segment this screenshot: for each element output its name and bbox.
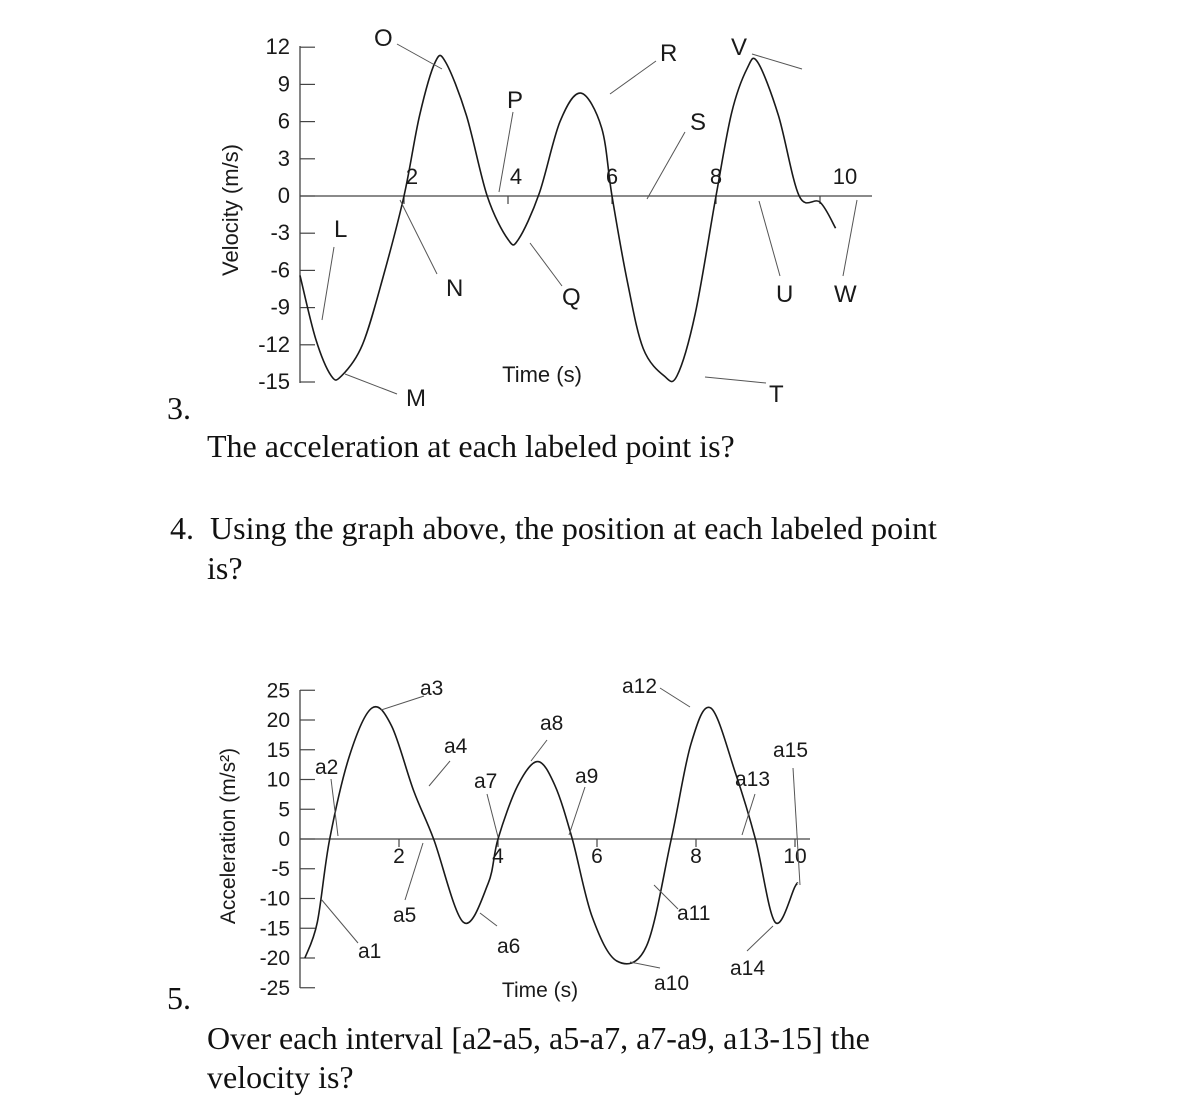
y-tick-label: 3 [277, 145, 290, 171]
question-3-text: The acceleration at each labeled point is? [207, 428, 735, 464]
y-tick-label: 25 [266, 679, 290, 703]
velocity-curve [300, 55, 836, 381]
velocity-chart [0, 0, 1179, 410]
y-tick-label: 10 [266, 768, 290, 792]
question-5-number: 5. [167, 980, 191, 1016]
y-tick-label: -12 [258, 331, 290, 357]
point-label-a14: a14 [730, 957, 766, 980]
acceleration-point-labels [315, 675, 808, 995]
callout-line-W [843, 200, 857, 276]
point-label-W: W [834, 281, 857, 308]
y-tick-label: -3 [270, 220, 290, 246]
point-label-O: O [374, 25, 393, 52]
point-label-L: L [334, 216, 348, 243]
y-tick-label: -15 [259, 917, 290, 941]
x-tick-label: 4 [492, 845, 504, 868]
callout-line-a12 [660, 688, 690, 707]
y-tick-label: -6 [270, 257, 290, 283]
callout-line-a4 [429, 761, 450, 786]
question-3-number: 3. [167, 390, 191, 426]
point-label-a2: a2 [315, 756, 339, 779]
callout-line-N [400, 200, 437, 274]
point-label-a11: a11 [677, 902, 711, 925]
y-tick-label: 12 [265, 34, 290, 60]
y-tick-label: 6 [277, 108, 290, 134]
point-label-T: T [769, 381, 784, 408]
x-tick-label: 6 [591, 845, 603, 868]
callout-line-O [397, 44, 442, 69]
acceleration-y-axis-label: Acceleration (m/s²) [217, 747, 240, 925]
y-tick-label: -15 [258, 369, 290, 394]
velocity-point-labels [334, 25, 857, 410]
point-label-S: S [690, 109, 707, 136]
callout-line-M [345, 374, 397, 394]
point-label-N: N [446, 275, 464, 302]
callout-line-a6 [480, 913, 497, 926]
callout-line-a10 [630, 962, 660, 968]
y-tick-label: 15 [266, 738, 290, 762]
y-tick-label: 5 [278, 798, 290, 822]
point-label-P: P [507, 87, 524, 114]
point-label-U: U [776, 281, 794, 308]
velocity-callout-lines [322, 44, 857, 394]
point-label-M: M [406, 385, 426, 410]
x-tick-label: 10 [832, 164, 858, 189]
y-tick-label: -25 [259, 976, 290, 1000]
point-label-a15: a15 [773, 739, 809, 762]
x-tick-label: 10 [783, 845, 807, 868]
point-label-a8: a8 [540, 712, 564, 735]
x-tick-label: 2 [405, 164, 419, 189]
question-4-text-line2: is? [207, 550, 243, 586]
acceleration-x-axis-label: Time (s) [501, 979, 579, 1002]
callout-line-a8 [531, 740, 547, 761]
point-label-a13: a13 [735, 768, 771, 791]
x-tick-label: 4 [509, 164, 523, 189]
point-label-V: V [731, 34, 748, 61]
callout-line-L [322, 247, 334, 320]
point-label-a1: a1 [358, 940, 382, 963]
callout-line-a14 [747, 926, 773, 951]
point-label-a12: a12 [622, 675, 658, 698]
y-tick-label: -5 [271, 857, 290, 881]
y-tick-label: -10 [259, 887, 290, 911]
y-tick-label: 0 [278, 828, 290, 851]
callout-line-T [705, 377, 766, 383]
x-tick-label: 8 [709, 164, 723, 189]
callout-line-R [610, 61, 656, 94]
callout-line-a1 [321, 899, 358, 943]
callout-line-U [759, 201, 780, 276]
velocity-x-ticks [404, 164, 857, 204]
y-tick-label: -9 [270, 294, 290, 320]
point-label-a3: a3 [420, 677, 444, 700]
x-tick-label: 8 [690, 845, 702, 868]
point-label-R: R [660, 40, 678, 67]
point-label-a5: a5 [393, 904, 417, 927]
acceleration-y-ticks [260, 679, 315, 1000]
x-tick-label: 6 [605, 164, 619, 189]
y-tick-label: -20 [259, 947, 290, 970]
acceleration-chart [0, 660, 1179, 1010]
question-5-text-line2: velocity is? [207, 1059, 354, 1095]
callout-line-Q [530, 243, 562, 286]
y-tick-label: 20 [266, 709, 290, 732]
velocity-y-ticks [258, 34, 315, 394]
callout-line-a9 [569, 787, 585, 835]
question-4-number: 4. [170, 510, 194, 546]
point-label-a6: a6 [497, 935, 521, 958]
acceleration-x-ticks [393, 839, 807, 868]
point-label-Q: Q [562, 284, 581, 311]
y-tick-label: 9 [277, 71, 290, 97]
point-label-a4: a4 [444, 735, 468, 758]
callout-line-S [647, 132, 685, 199]
callout-line-a3 [381, 696, 424, 710]
acceleration-curve [305, 707, 798, 964]
y-tick-label: 0 [277, 183, 290, 208]
question-5-text-line1: Over each interval [a2-a5, a5-a7, a7-a9, a13-15] the [207, 1020, 870, 1056]
x-tick-label: 2 [393, 845, 405, 868]
velocity-x-axis-label: Time (s) [502, 362, 582, 387]
point-label-a7: a7 [474, 770, 498, 793]
callout-line-a5 [405, 843, 423, 900]
point-label-a9: a9 [575, 765, 599, 788]
question-4-text-line1: Using the graph above, the position at each labeled point [210, 510, 937, 546]
callout-line-a7 [487, 794, 498, 837]
point-label-a10: a10 [654, 972, 690, 995]
velocity-y-axis-label: Velocity (m/s) [218, 143, 243, 277]
